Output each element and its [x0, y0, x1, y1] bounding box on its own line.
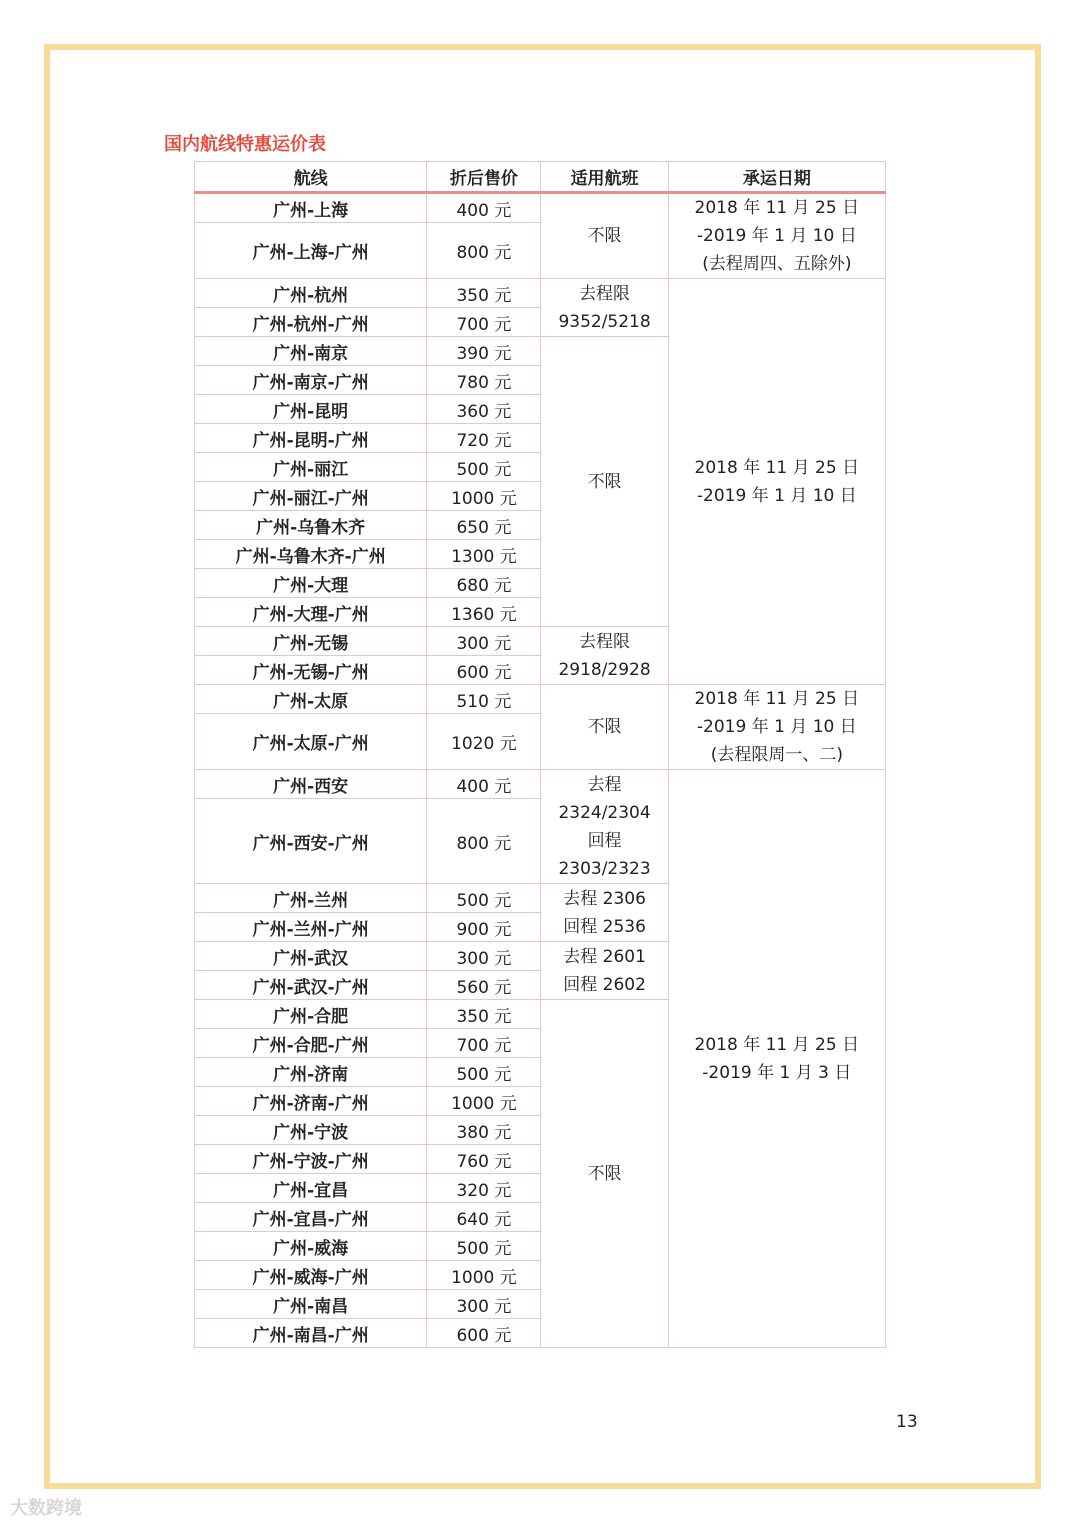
route-cell: 广州-宜昌-广州 [195, 1203, 427, 1232]
table-row [195, 685, 886, 714]
watermark: 大数跨境 [10, 1498, 82, 1519]
price-cell: 510 元 [427, 685, 541, 714]
price-cell: 700 元 [427, 308, 541, 337]
price-cell: 700 元 [427, 1029, 541, 1058]
route-cell: 广州-南京 [195, 337, 427, 366]
price-cell: 900 元 [427, 913, 541, 942]
price-cell: 500 元 [427, 1232, 541, 1261]
price-cell: 650 元 [427, 511, 541, 540]
price-cell: 800 元 [427, 799, 541, 884]
price-cell: 600 元 [427, 1319, 541, 1348]
price-cell: 780 元 [427, 366, 541, 395]
price-cell: 300 元 [427, 627, 541, 656]
price-cell: 500 元 [427, 1058, 541, 1087]
price-cell: 350 元 [427, 279, 541, 308]
route-cell: 广州-武汉-广州 [195, 971, 427, 1000]
table-header-row [195, 162, 886, 193]
header-route: 航线 [195, 162, 427, 193]
price-cell: 300 元 [427, 942, 541, 971]
flight-cell: 不限 [541, 337, 668, 627]
price-cell: 1000 元 [427, 1261, 541, 1290]
price-cell: 800 元 [427, 223, 541, 279]
price-cell: 1000 元 [427, 1087, 541, 1116]
date-cell: 2018 年 11 月 25 日 -2019 年 1 月 10 日 (去程周四、五除外) [668, 193, 885, 279]
route-cell: 广州-昆明 [195, 395, 427, 424]
route-cell: 广州-兰州 [195, 884, 427, 913]
price-cell: 380 元 [427, 1116, 541, 1145]
flight-cell: 不限 [541, 685, 668, 770]
route-cell: 广州-昆明-广州 [195, 424, 427, 453]
route-cell: 广州-太原-广州 [195, 714, 427, 770]
route-cell: 广州-合肥 [195, 1000, 427, 1029]
header-flights: 适用航班 [541, 162, 668, 193]
route-cell: 广州-杭州-广州 [195, 308, 427, 337]
flight-cell: 去程 2324/2304 回程 2303/2323 [541, 770, 668, 884]
route-cell: 广州-无锡 [195, 627, 427, 656]
price-cell: 640 元 [427, 1203, 541, 1232]
route-cell: 广州-杭州 [195, 279, 427, 308]
flight-cell: 去程 2601 回程 2602 [541, 942, 668, 1000]
route-cell: 广州-南京-广州 [195, 366, 427, 395]
table-row [195, 193, 886, 223]
route-cell: 广州-上海 [195, 193, 427, 223]
fare-table [194, 161, 886, 1348]
price-cell: 720 元 [427, 424, 541, 453]
price-cell: 320 元 [427, 1174, 541, 1203]
price-cell: 400 元 [427, 193, 541, 223]
page-number: 13 [896, 1412, 918, 1432]
price-cell: 500 元 [427, 884, 541, 913]
price-cell: 1360 元 [427, 598, 541, 627]
route-cell: 广州-上海-广州 [195, 223, 427, 279]
table-row [195, 279, 886, 308]
route-cell: 广州-济南-广州 [195, 1087, 427, 1116]
route-cell: 广州-太原 [195, 685, 427, 714]
route-cell: 广州-丽江-广州 [195, 482, 427, 511]
route-cell: 广州-兰州-广州 [195, 913, 427, 942]
price-cell: 350 元 [427, 1000, 541, 1029]
price-cell: 360 元 [427, 395, 541, 424]
route-cell: 广州-南昌-广州 [195, 1319, 427, 1348]
route-cell: 广州-宜昌 [195, 1174, 427, 1203]
flight-cell: 去程限 9352/5218 [541, 279, 668, 337]
price-cell: 600 元 [427, 656, 541, 685]
route-cell: 广州-西安-广州 [195, 799, 427, 884]
route-cell: 广州-乌鲁木齐-广州 [195, 540, 427, 569]
route-cell: 广州-大理-广州 [195, 598, 427, 627]
price-cell: 1020 元 [427, 714, 541, 770]
header-dates: 承运日期 [668, 162, 885, 193]
route-cell: 广州-合肥-广州 [195, 1029, 427, 1058]
date-cell: 2018 年 11 月 25 日 -2019 年 1 月 10 日 (去程限周一、二) [668, 685, 885, 770]
header-price: 折后售价 [427, 162, 541, 193]
price-cell: 1000 元 [427, 482, 541, 511]
price-cell: 680 元 [427, 569, 541, 598]
price-cell: 400 元 [427, 770, 541, 799]
date-cell: 2018 年 11 月 25 日 -2019 年 1 月 10 日 [668, 279, 885, 685]
route-cell: 广州-宁波-广州 [195, 1145, 427, 1174]
route-cell: 广州-丽江 [195, 453, 427, 482]
route-cell: 广州-大理 [195, 569, 427, 598]
route-cell: 广州-济南 [195, 1058, 427, 1087]
price-cell: 500 元 [427, 453, 541, 482]
route-cell: 广州-宁波 [195, 1116, 427, 1145]
route-cell: 广州-武汉 [195, 942, 427, 971]
flight-cell: 去程限 2918/2928 [541, 627, 668, 685]
price-cell: 560 元 [427, 971, 541, 1000]
flight-cell: 不限 [541, 193, 668, 279]
price-cell: 300 元 [427, 1290, 541, 1319]
price-cell: 390 元 [427, 337, 541, 366]
flight-cell: 不限 [541, 1000, 668, 1348]
route-cell: 广州-威海 [195, 1232, 427, 1261]
flight-cell: 去程 2306 回程 2536 [541, 884, 668, 942]
route-cell: 广州-无锡-广州 [195, 656, 427, 685]
price-cell: 1300 元 [427, 540, 541, 569]
route-cell: 广州-西安 [195, 770, 427, 799]
route-cell: 广州-乌鲁木齐 [195, 511, 427, 540]
price-cell: 760 元 [427, 1145, 541, 1174]
route-cell: 广州-南昌 [195, 1290, 427, 1319]
page-title: 国内航线特惠运价表 [164, 134, 326, 155]
date-cell: 2018 年 11 月 25 日 -2019 年 1 月 3 日 [668, 770, 885, 1348]
route-cell: 广州-威海-广州 [195, 1261, 427, 1290]
table-row [195, 770, 886, 799]
